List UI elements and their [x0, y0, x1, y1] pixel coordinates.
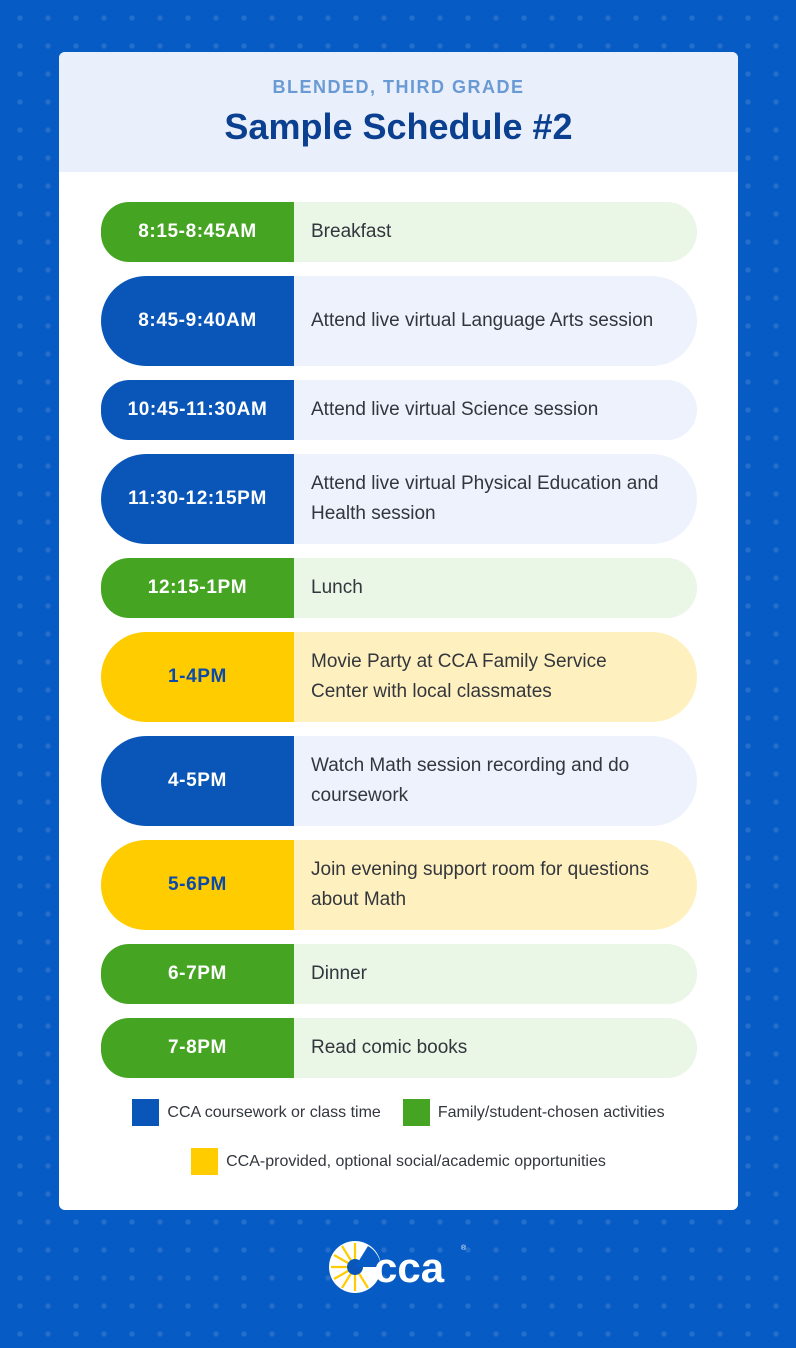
card-header: [59, 52, 738, 172]
legend-item-family: [403, 1099, 665, 1126]
schedule-row: [101, 736, 697, 826]
schedule-time: 4-5PM: [101, 736, 294, 826]
svg-text:cca: cca: [374, 1244, 445, 1291]
legend-item-optional: [191, 1148, 606, 1175]
schedule-row: [101, 1018, 697, 1078]
schedule-activity: Join evening support room for questions about Math: [294, 840, 697, 930]
legend-label: CCA coursework or class time: [167, 1103, 381, 1121]
schedule-activity: Watch Math session recording and do coursework: [294, 736, 697, 826]
schedule-time: 6-7PM: [101, 944, 294, 1004]
schedule-activity: Breakfast: [294, 202, 697, 262]
schedule-activity: Dinner: [294, 944, 697, 1004]
schedule-row: [101, 558, 697, 618]
schedule-row: [101, 202, 697, 262]
legend-swatch-green: [403, 1099, 430, 1126]
schedule-time: 10:45-11:30AM: [101, 380, 294, 440]
schedule-activity: Attend live virtual Language Arts session: [294, 276, 697, 366]
legend-row-2: [59, 1148, 738, 1175]
schedule-time: 8:15-8:45AM: [101, 202, 294, 262]
legend-swatch-blue: [132, 1099, 159, 1126]
schedule-activity: Attend live virtual Physical Education and Health session: [294, 454, 697, 544]
schedule-time: 11:30-12:15PM: [101, 454, 294, 544]
schedule-time: 7-8PM: [101, 1018, 294, 1078]
schedule-title: Sample Schedule #2: [224, 106, 573, 147]
schedule-row: [101, 454, 697, 544]
sunburst-logo-icon: [328, 1236, 468, 1298]
schedule-row: [101, 276, 697, 366]
legend-swatch-yellow: [191, 1148, 218, 1175]
schedule-activity: Movie Party at CCA Family Service Center with local classmates: [294, 632, 697, 722]
svg-text:®: ®: [461, 1245, 467, 1252]
schedule-activity: Attend live virtual Science session: [294, 380, 697, 440]
schedule-activity: Lunch: [294, 558, 697, 618]
schedule-subtitle: BLENDED, THIRD GRADE: [272, 77, 525, 97]
schedule-time: 5-6PM: [101, 840, 294, 930]
legend-item-cca: [132, 1099, 380, 1126]
legend-label: CCA-provided, optional social/academic opportunities: [226, 1152, 606, 1170]
schedule-activity: Read comic books: [294, 1018, 697, 1078]
schedule-list: [101, 202, 697, 1092]
schedule-card: [59, 52, 738, 1210]
cca-logo: [328, 1236, 468, 1298]
schedule-row: [101, 632, 697, 722]
schedule-time: 8:45-9:40AM: [101, 276, 294, 366]
schedule-time: 1-4PM: [101, 632, 294, 722]
schedule-row: [101, 380, 697, 440]
legend-label: Family/student-chosen activities: [437, 1103, 665, 1121]
legend-row-1: [59, 1099, 738, 1126]
schedule-row: [101, 840, 697, 930]
schedule-time: 12:15-1PM: [101, 558, 294, 618]
schedule-row: [101, 944, 697, 1004]
